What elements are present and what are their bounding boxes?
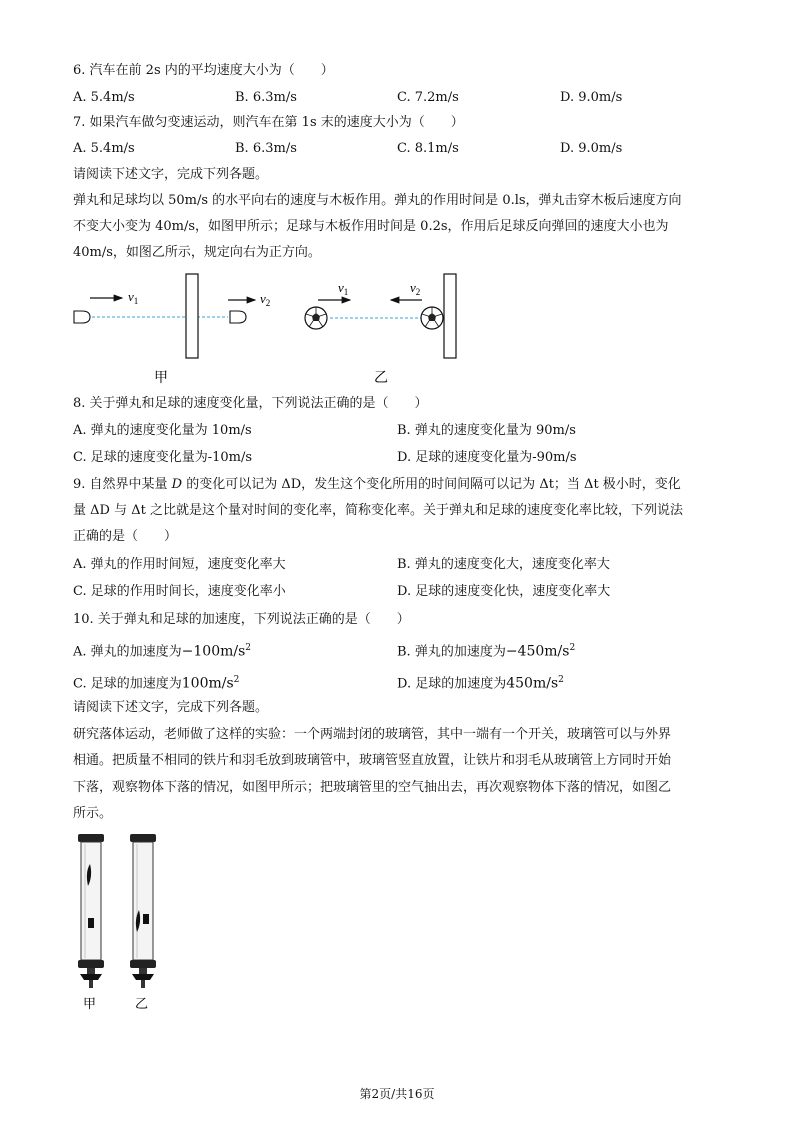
passage2-line-3: 下落，观察物体下落的情况，如图甲所示；把玻璃管里的空气抽出去，再次观察物体下落的情况，如图乙 bbox=[73, 780, 672, 795]
q6-option-a: A. 5.4m/s bbox=[73, 90, 135, 105]
q7-option-b: B. 6.3m/s bbox=[235, 141, 297, 156]
v2-label-a: $v_2$ bbox=[260, 291, 271, 308]
passage2-line-1: 研究落体运动，老师做了这样的实验：一个两端封闭的玻璃管，其中一端有一个开关，玻璃管可以与外界 bbox=[73, 727, 672, 742]
v1-label-a: $v_1$ bbox=[128, 289, 139, 306]
q9-variable-d: D bbox=[171, 477, 183, 492]
q10-option-d-sup: 2 bbox=[558, 675, 564, 685]
figure-label-jia: 甲 bbox=[154, 371, 168, 386]
q8-option-c: C. 足球的速度变化量为-10m/s bbox=[73, 450, 253, 465]
bullet-after-icon bbox=[230, 311, 246, 323]
q10-option-b-sup: 2 bbox=[569, 643, 576, 653]
q10-option-b-prefix: B. 弹丸的加速度为 bbox=[397, 644, 506, 660]
q10-option-d-value: 450m/s bbox=[506, 675, 559, 692]
bullet-before-icon bbox=[74, 311, 90, 323]
football-before-icon bbox=[305, 307, 327, 329]
q9-option-c: C. 足球的作用时间长，速度变化率小 bbox=[73, 584, 286, 599]
q8-option-b: B. 弹丸的速度变化量为 90m/s bbox=[397, 423, 576, 438]
bullet-football-figure bbox=[68, 270, 468, 390]
q10-option-c bbox=[73, 671, 239, 693]
passage2-line-2: 相通。把质量不相同的铁片和羽毛放到玻璃管中，玻璃管竖直放置，让铁片和羽毛从玻璃管上方同时开始 bbox=[73, 753, 672, 768]
passage2-line-4: 所示。 bbox=[73, 806, 113, 821]
q9-option-d: D. 足球的速度变化快，速度变化率大 bbox=[397, 584, 611, 599]
q9-line-3: 正确的是（ ） bbox=[73, 529, 178, 544]
q6-stem: 6. 汽车在前 2s 内的平均速度大小为（ ） bbox=[73, 63, 334, 78]
q10-option-a-prefix: A. 弹丸的加速度为 bbox=[73, 644, 182, 660]
q8-option-d: D. 足球的速度变化量为-90m/s bbox=[397, 450, 577, 465]
q7-option-d: D. 9.0m/s bbox=[560, 141, 623, 156]
q9-option-b: B. 弹丸的速度变化大，速度变化率大 bbox=[397, 557, 610, 572]
q10-option-d bbox=[397, 671, 564, 693]
q10-option-c-sup: 2 bbox=[233, 675, 240, 685]
iron-piece-icon bbox=[88, 918, 94, 928]
q6-option-c: C. 7.2m/s bbox=[397, 90, 459, 105]
tube-label-jia: 甲 bbox=[83, 996, 97, 1011]
wooden-board-a bbox=[186, 274, 198, 358]
q9-option-a: A. 弹丸的作用时间短，速度变化率大 bbox=[73, 557, 286, 572]
q7-option-a: A. 5.4m/s bbox=[73, 141, 135, 156]
q6-option-b: B. 6.3m/s bbox=[235, 90, 297, 105]
q7-option-c: C. 8.1m/s bbox=[397, 141, 459, 156]
v2-label-b: $v_2$ bbox=[410, 280, 421, 297]
q10-option-b-value: −450m/s bbox=[505, 643, 570, 660]
q10-option-a-sup: 2 bbox=[245, 643, 252, 653]
q8-stem: 8. 关于弹丸和足球的速度变化量，下列说法正确的是（ ） bbox=[73, 396, 428, 411]
passage1-line-1: 弹丸和足球均以 50m/s 的水平向右的速度与木板作用。弹丸的作用时间是 0.ls，弹丸击穿木板后速度方向 bbox=[73, 193, 682, 208]
q10-option-b bbox=[397, 639, 575, 661]
q7-stem: 7. 如果汽车做匀变速运动，则汽车在第 1s 末的速度大小为（ ） bbox=[73, 115, 464, 130]
q6-option-d: D. 9.0m/s bbox=[560, 90, 623, 105]
figure-label-yi: 乙 bbox=[374, 371, 388, 386]
q8-option-a: A. 弹丸的速度变化量为 10m/s bbox=[73, 423, 252, 438]
v1-label-b: $v_1$ bbox=[338, 280, 349, 297]
passage1-intro: 请阅读下述文字，完成下列各题。 bbox=[73, 167, 269, 182]
football-after-icon bbox=[421, 307, 443, 329]
glass-tube-yi bbox=[130, 834, 156, 988]
q9-line-2: 量 ΔD 与 Δt 之比就是这个量对时间的变化率，简称变化率。关于弹丸和足球的速度变化率比较，下列说法 bbox=[73, 503, 683, 518]
q10-option-a-value: −100m/s bbox=[181, 643, 246, 660]
q10-option-a bbox=[73, 639, 251, 661]
passage1-line-2: 不变大小变为 40m/s，如图甲所示；足球与木板作用时间是 0.2s，作用后足球反向弹回的速度大小也为 bbox=[73, 219, 669, 234]
q9-line-1b: 的变化可以记为 ΔD，发生这个变化所用的时间间隔可以记为 Δt；当 Δt 极小时，变化 bbox=[182, 477, 681, 492]
glass-tube-jia bbox=[78, 834, 104, 988]
iron-piece-icon bbox=[143, 914, 149, 924]
passage2-intro: 请阅读下述文字，完成下列各题。 bbox=[73, 700, 269, 715]
q10-option-c-value: 100m/s bbox=[181, 675, 234, 692]
wooden-board-b bbox=[444, 274, 456, 358]
passage1-line-3: 40m/s，如图乙所示，规定向右为正方向。 bbox=[73, 245, 321, 260]
tube-label-yi: 乙 bbox=[135, 996, 149, 1011]
q9-line-1 bbox=[73, 476, 681, 494]
q10-option-d-prefix: D. 足球的加速度为 bbox=[397, 676, 507, 692]
glass-tube-figure bbox=[68, 832, 188, 1017]
page-footer: 第2页/共16页 bbox=[359, 1087, 435, 1101]
q10-stem: 10. 关于弹丸和足球的加速度，下列说法正确的是（ ） bbox=[73, 612, 410, 627]
q10-option-c-prefix: C. 足球的加速度为 bbox=[73, 676, 182, 692]
q9-line-1a: 9. 自然界中某量 bbox=[73, 477, 172, 492]
